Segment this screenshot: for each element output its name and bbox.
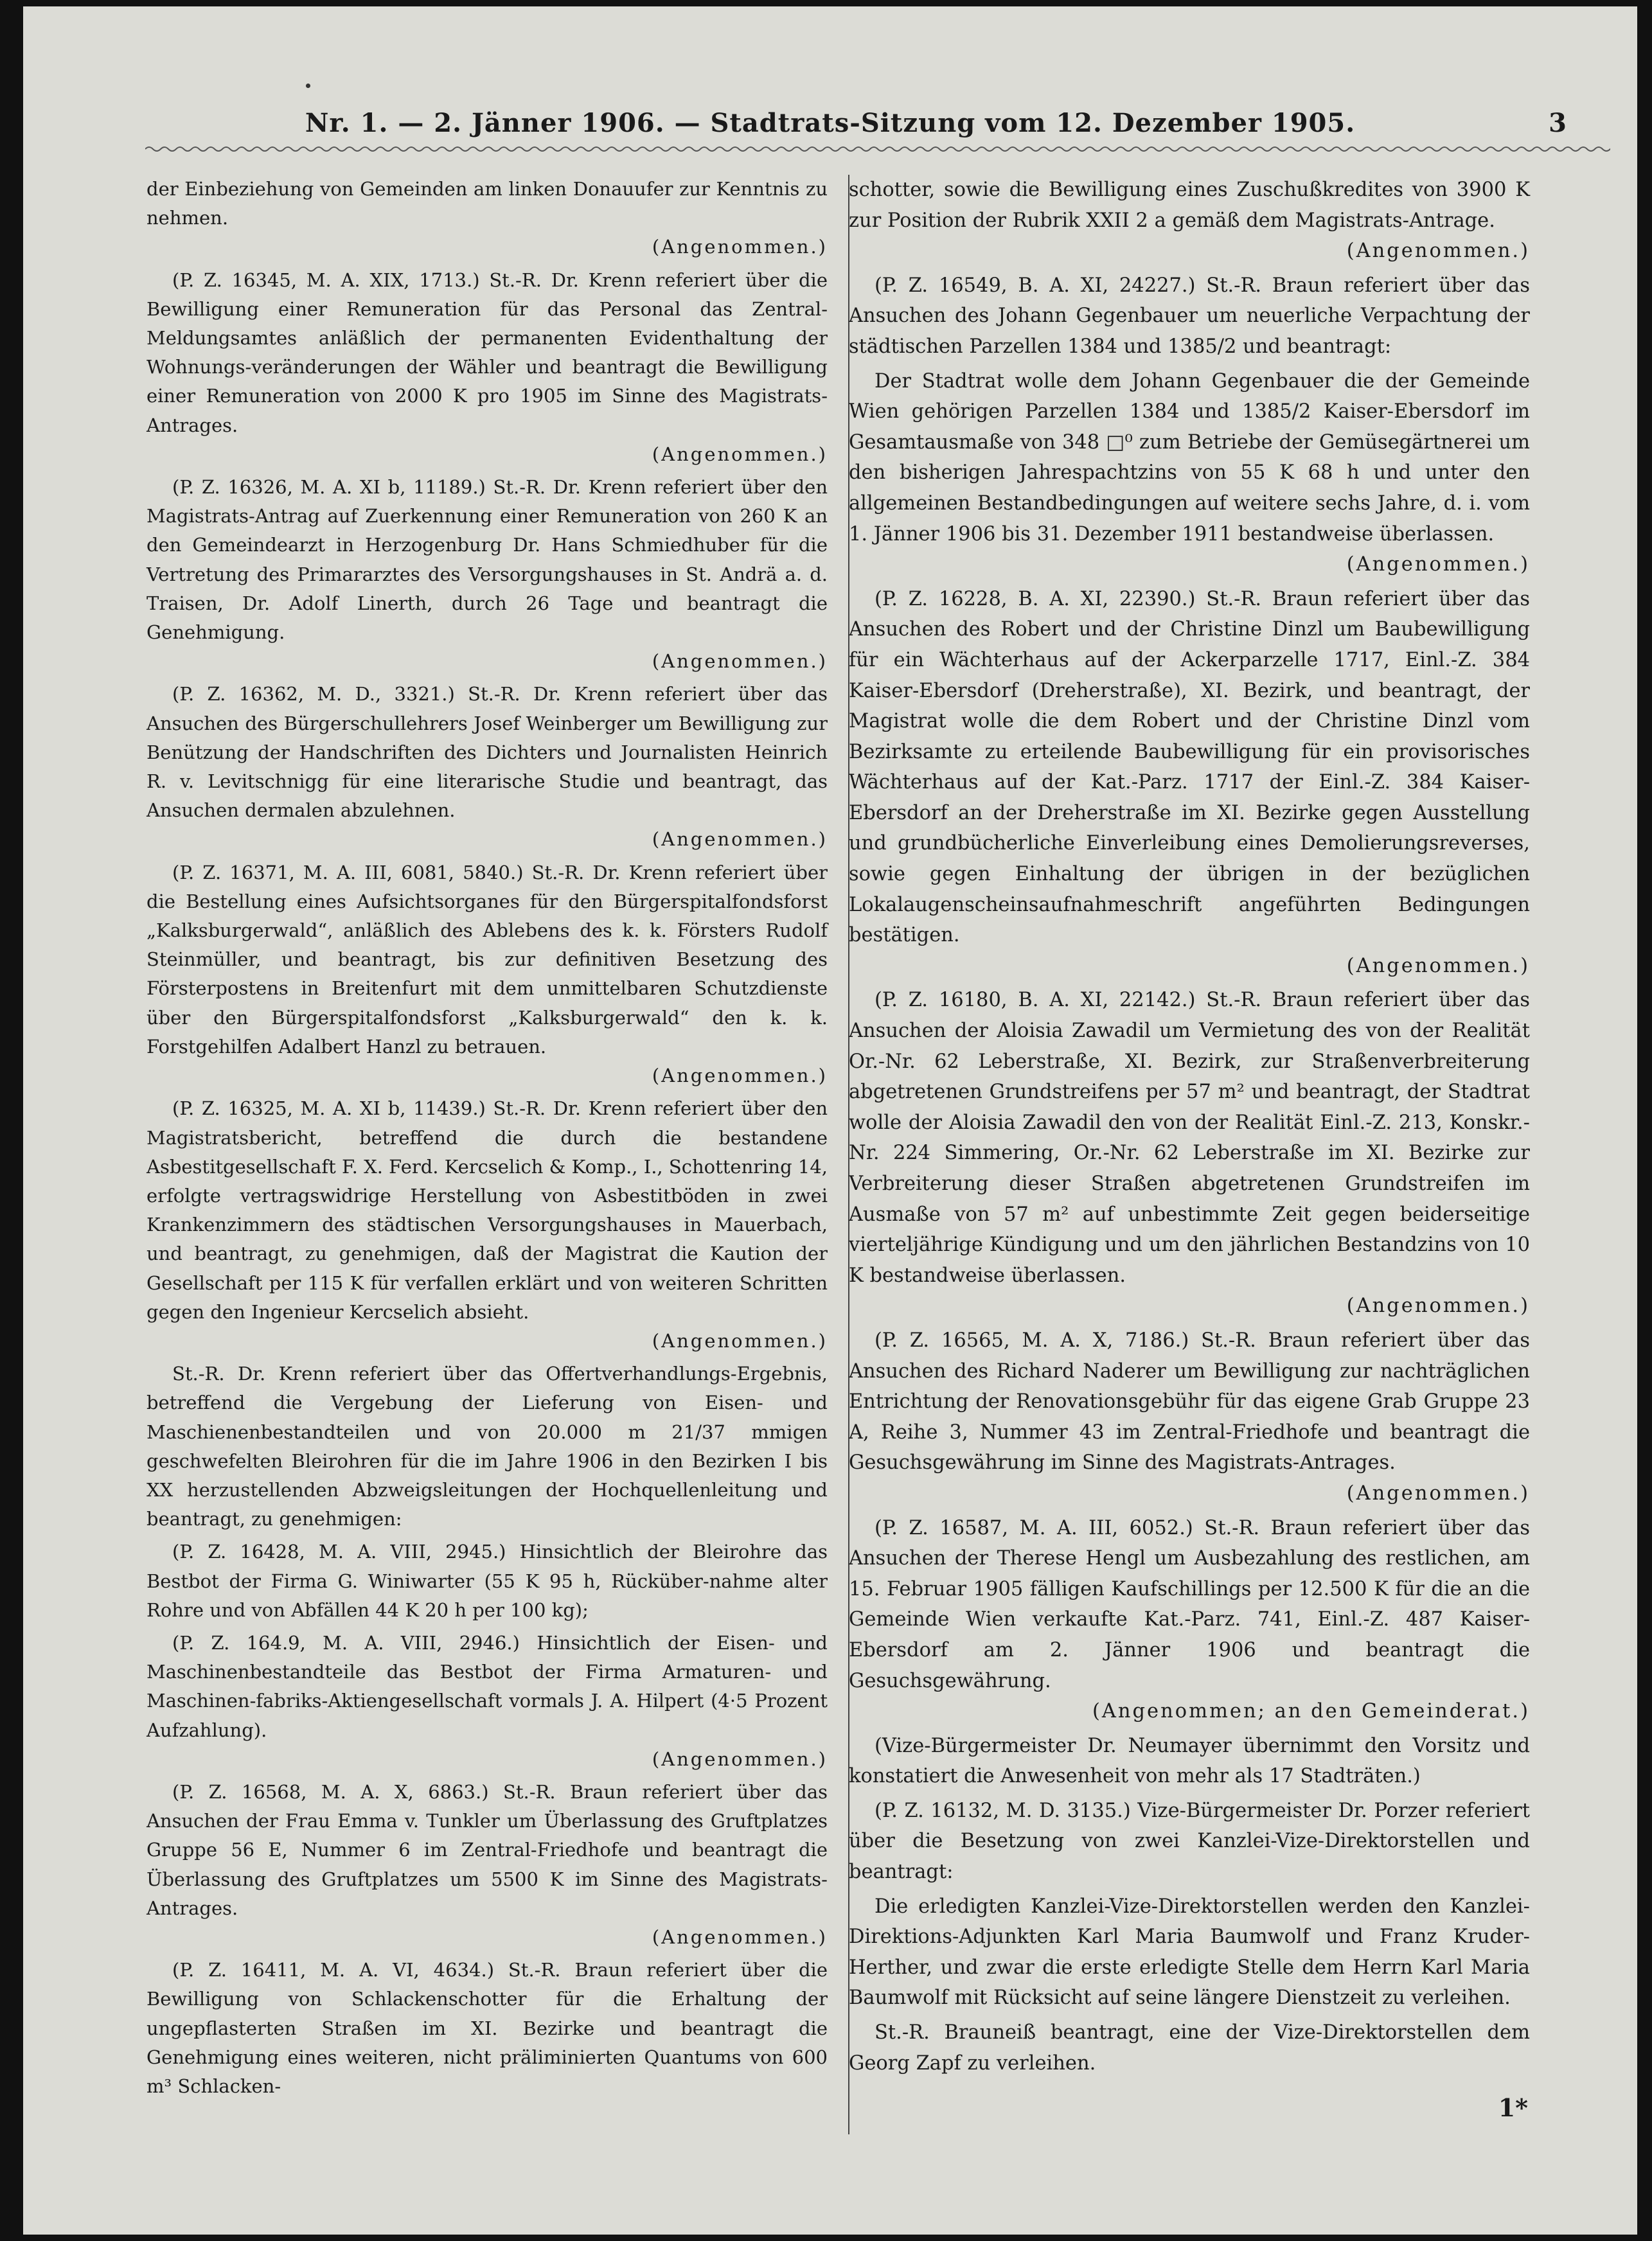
paragraph-text: (P. Z. 16565, M. A. X, 7186.) St.-R. Braun referiert über das Ansuchen des Richard Naderer um Bewilligung zur nachträglichen Entrichtung der Renovationsgebühr für das eigene Grab Gruppe 23 A, Reihe 3, Nummer 43 im Zentral-Friedhofe und beantragt die Gesuchsgewährung im Sinne des Magistrats-Antrages.	[849, 1329, 1530, 1475]
header-wavy-rule	[145, 145, 1610, 154]
right-column	[849, 175, 1530, 2082]
paragraph	[147, 266, 828, 469]
paragraph	[147, 175, 828, 262]
paragraph	[849, 1796, 1530, 1888]
paragraph	[147, 1537, 828, 1625]
paragraph-text: (P. Z. 16132, M. D. 3135.) Vize-Bürgermeister Dr. Porzer referiert über die Besetzung von zwei Kanzlei-Vize-Direktorstellen und beantragt:	[849, 1799, 1530, 1884]
resolution-note: (Angenommen.)	[652, 828, 828, 851]
resolution-note: (Angenommen.)	[1346, 240, 1530, 263]
paragraph	[147, 473, 828, 676]
page-number: 3	[1549, 108, 1567, 138]
resolution-note: (Angenommen.)	[652, 1065, 828, 1087]
left-column	[147, 175, 828, 2105]
paragraph-text: (P. Z. 164.9, M. A. VIII, 2946.) Hinsichtlich der Eisen- und Maschinenbestandteile das Bestbot der Firma Armaturen- und Maschinen-fabriks-Aktiengesellschaft vormals J. A. Hilpert (4·5 Prozent Aufzahlung).	[147, 1631, 828, 1741]
paragraph-text: (P. Z. 16587, M. A. III, 6052.) St.-R. Braun referiert über das Ansuchen der Therese Hengl um Ausbezahlung des restlichen, am 15. Februar 1905 fälligen Kaufschillings per 12.500 K für die an die Gemeinde Wien verkaufte Kat.-Parz. 741, Einl.-Z. 487 Kaiser-Ebersdorf am 2. Jänner 1906 und beantragt die Gesuchsgewährung.	[849, 1516, 1530, 1692]
paragraph	[147, 858, 828, 1091]
resolution-note: (Angenommen.)	[1346, 553, 1530, 576]
paragraph-text: (P. Z. 16568, M. A. X, 6863.) St.-R. Braun referiert über das Ansuchen der Frau Emma v. Tunkler um Überlassung des Gruftplatzes Gruppe 56 E, Nummer 6 im Zentral-Friedhofe und beantragt die Überlassung des Gruftplatzes um 5500 K im Sinne des Magistrats-Antrages.	[147, 1780, 828, 1919]
paragraph-text: Die erledigten Kanzlei-Vize-Direktorstellen werden den Kanzlei-Direktions-Adjunkten Karl Maria Baumwolf und Franz Kruder-Herther, und zwar die erste erledigte Stelle dem Herrn Karl Maria Baumwolf mit Rücksicht auf seine längere Dienstzeit zu verleihen.	[849, 1895, 1530, 2010]
paragraph	[147, 1629, 828, 1774]
paragraph-text: (Vize-Bürgermeister Dr. Neumayer übernimmt den Vorsitz und konstatiert die Anwesenheit von mehr als 17 Stadträten.)	[849, 1734, 1530, 1788]
paragraph	[147, 1778, 828, 1952]
paragraph	[849, 1891, 1530, 2014]
paragraph	[147, 1094, 828, 1356]
resolution-note: (Angenommen.)	[652, 1926, 828, 1948]
resolution-note: (Angenommen.)	[652, 443, 828, 465]
paragraph-text: (P. Z. 16428, M. A. VIII, 2945.) Hinsichtlich der Bleirohre das Bestbot der Firma G. Winiwarter (55 K 95 h, Rücküber-nahme alter Rohre und von Abfällen 44 K 20 h per 100 kg);	[147, 1541, 828, 1621]
paragraph-text: (P. Z. 16180, B. A. XI, 22142.) St.-R. Braun referiert über das Ansuchen der Aloisia Zawadil um Vermietung des von der Realität Or.-Nr. 62 Leberstraße, XI. Bezirk, zur Straßenverbreiterung abgetretenen Grundstreifens per 57 m² und beantragt, der Stadtrat wolle der Aloisia Zawadil den von der Realität Einl.-Z. 213, Konskr.-Nr. 224 Simmering, Or.-Nr. 62 Leberstraße im XI. Bezirke zur Verbreiterung dieser Straßen abgetretenen Grundstreifen im Ausmaße von 57 m² auf unbestimmte Zeit gegen beiderseitige vierteljährige Kündigung und um den jährlichen Bestandzins von 10 K bestandweise überlassen.	[849, 989, 1530, 1287]
paragraph	[849, 175, 1530, 267]
paragraph-text: St.-R. Dr. Krenn referiert über das Offertverhandlungs-Ergebnis, betreffend die Vergebung der Lieferung von Eisen- und Maschienenbestandteilen und von 20.000 m 21/37 mmigen geschwefelten Bleirohren für die im Jahre 1906 in den Bezirken I bis XX herzustellenden Abzweigsleitungen der Hochquellenleitung und beantragt, zu genehmigen:	[147, 1363, 828, 1530]
paragraph-text: (P. Z. 16362, M. D., 3321.) St.-R. Dr. Krenn referiert über das Ansuchen des Bürgerschullehrers Josef Weinberger um Bewilligung zur Benützung der Handschriften des Dichters und Journalisten Heinrich R. v. Levitschnigg für eine literarische Studie und beantragt, das Ansuchen dermalen abzulehnen.	[147, 683, 828, 822]
paragraph-text: schotter, sowie die Bewilligung eines Zuschußkredites von 3900 K zur Position der Rubrik XXII 2 a gemäß dem Magistrats-Antrage.	[849, 179, 1530, 232]
header-title: Nr. 1. — 2. Jänner 1906. — Stadtrats-Sitzung vom 12. Dezember 1905.	[305, 108, 1356, 138]
paragraph	[849, 2017, 1530, 2078]
resolution-note: (Angenommen.)	[652, 1329, 828, 1352]
paragraph-text: St.-R. Brauneiß beantragt, eine der Vize-Direktorstellen dem Georg Zapf zu verleihen.	[849, 2021, 1530, 2075]
paragraph	[147, 680, 828, 854]
resolution-note: (Angenommen.)	[652, 650, 828, 673]
resolution-note: (Angenommen.)	[652, 1748, 828, 1770]
resolution-note: (Angenommen.)	[1346, 1482, 1530, 1505]
newspaper-page	[23, 6, 1637, 2235]
paragraph	[849, 1513, 1530, 1727]
paragraph-text: (P. Z. 16549, B. A. XI, 24227.) St.-R. Braun referiert über das Ansuchen des Johann Gegenbauer um neuerliche Verpachtung der städtischen Parzellen 1384 und 1385/2 und beantragt:	[849, 274, 1530, 358]
resolution-note: (Angenommen.)	[1346, 1295, 1530, 1318]
paragraph-text: Der Stadtrat wolle dem Johann Gegenbauer die der Gemeinde Wien gehörigen Parzellen 1384 und 1385/2 Kaiser-Ebersdorf im Gesamtausmaße von 348 □⁰ zum Betriebe der Gemüsegärtnerei um den bisherigen Jahrespachtzins von 55 K 68 h und unter den allgemeinen Bestandbedingungen auf weitere sechs Jahre, d. i. vom 1. Jänner 1906 bis 31. Dezember 1911 bestandweise überlassen.	[849, 369, 1530, 545]
paragraph-text: (P. Z. 16228, B. A. XI, 22390.) St.-R. Braun referiert über das Ansuchen des Robert und der Christine Dinzl um Baubewilligung für ein Wächterhaus auf der Ackerparzelle 1717, Einl.-Z. 384 Kaiser-Ebersdorf (Dreherstraße), XI. Bezirk, und beantragt, der Magistrat wolle die dem Robert und der Christine Dinzl vom Bezirksamte zu erteilende Baubewilligung für ein provisorisches Wächterhaus auf der Kat.-Parz. 1717 der Einl.-Z. 384 Kaiser-Ebersdorf an der Dreherstraße im XI. Bezirke gegen Ausstellung und grundbücherliche Einverleibung eines Demolierungsreverses, sowie gegen Einhaltung der übrigen in der bezüglichen Lokalaugenscheinsaufnahmeschrift angeführten Bedingungen bestätigen.	[849, 587, 1530, 947]
paragraph	[147, 1956, 828, 2101]
paragraph	[849, 985, 1530, 1322]
paragraph	[849, 366, 1530, 580]
paragraph	[147, 1360, 828, 1534]
paragraph	[849, 1731, 1530, 1792]
paragraph-text: der Einbeziehung von Gemeinden am linken Donauufer zur Kenntnis zu nehmen.	[147, 178, 828, 229]
resolution-note: (Angenommen.)	[1346, 954, 1530, 977]
paragraph-text: (P. Z. 16326, M. A. XI b, 11189.) St.-R. Dr. Krenn referiert über den Magistrats-Antrag auf Zuerkennung einer Remuneration von 260 K an den Gemeindearzt in Herzogenburg Dr. Hans Schmiedhuber für die Vertretung des Primararztes des Versorgungshauses in St. Andrä a. d. Traisen, Dr. Adolf Linerth, durch 26 Tage und beantragt die Genehmigung.	[147, 476, 828, 644]
print-speck	[306, 84, 310, 88]
paragraph-text: (P. Z. 16411, M. A. VI, 4634.) St.-R. Braun referiert über die Bewilligung von Schlackenschotter für die Erhaltung der ungepflasterten Straßen im XI. Bezirke und beantragt die Genehmigung eines weiteren, nicht präliminierten Quantums von 600 m³ Schlacken-	[147, 1959, 828, 2097]
paragraph-text: (P. Z. 16345, M. A. XIX, 1713.) St.-R. Dr. Krenn referiert über die Bewilligung einer Remuneration für das Personal das Zentral-Meldungsamtes anläßlich der permanenten Evidenthaltung der Wohnungs-veränderungen der Wähler und beantragt die Bewilligung einer Remuneration von 2000 K pro 1905 im Sinne des Magistrats-Antrages.	[147, 269, 828, 436]
paragraph	[849, 584, 1530, 982]
resolution-note: (Angenommen.)	[652, 236, 828, 258]
paragraph-text: (P. Z. 16371, M. A. III, 6081, 5840.) St.-R. Dr. Krenn referiert über die Bestellung eines Aufsichtsorganes für den Bürgerspitalfondsforst „Kalksburgerwald“, anläßlich des Ablebens des k. k. Försters Rudolf Steinmüller, und beantragt, bis zur definitiven Besetzung des Försterpostens in Breitenfurt mit dem unmittelbaren Schutzdienste über den Bürgerspitalfondsforst „Kalksburgerwald“ den k. k. Forstgehilfen Adalbert Hanzl zu betrauen.	[147, 861, 828, 1058]
resolution-note: (Angenommen; an den Gemeinderat.)	[1092, 1700, 1530, 1723]
paragraph	[849, 270, 1530, 362]
paragraph-text: (P. Z. 16325, M. A. XI b, 11439.) St.-R. Dr. Krenn referiert über den Magistratsbericht, betreffend die durch die bestandene Asbestitgesellschaft F. X. Ferd. Kercselich & Komp., I., Schottenring 14, erfolgte vertragswidrige Herstellung von Asbestitböden in zwei Krankenzimmern des städtischen Versorgungshauses in Mauerbach, und beantragt, zu genehmigen, daß der Magistrat die Kaution der Gesellschaft per 115 K für verfallen erklärt und von weiteren Schritten gegen den Ingenieur Kercselich absieht.	[147, 1097, 828, 1323]
paragraph	[849, 1325, 1530, 1509]
signature-mark: 1*	[1498, 2093, 1528, 2122]
